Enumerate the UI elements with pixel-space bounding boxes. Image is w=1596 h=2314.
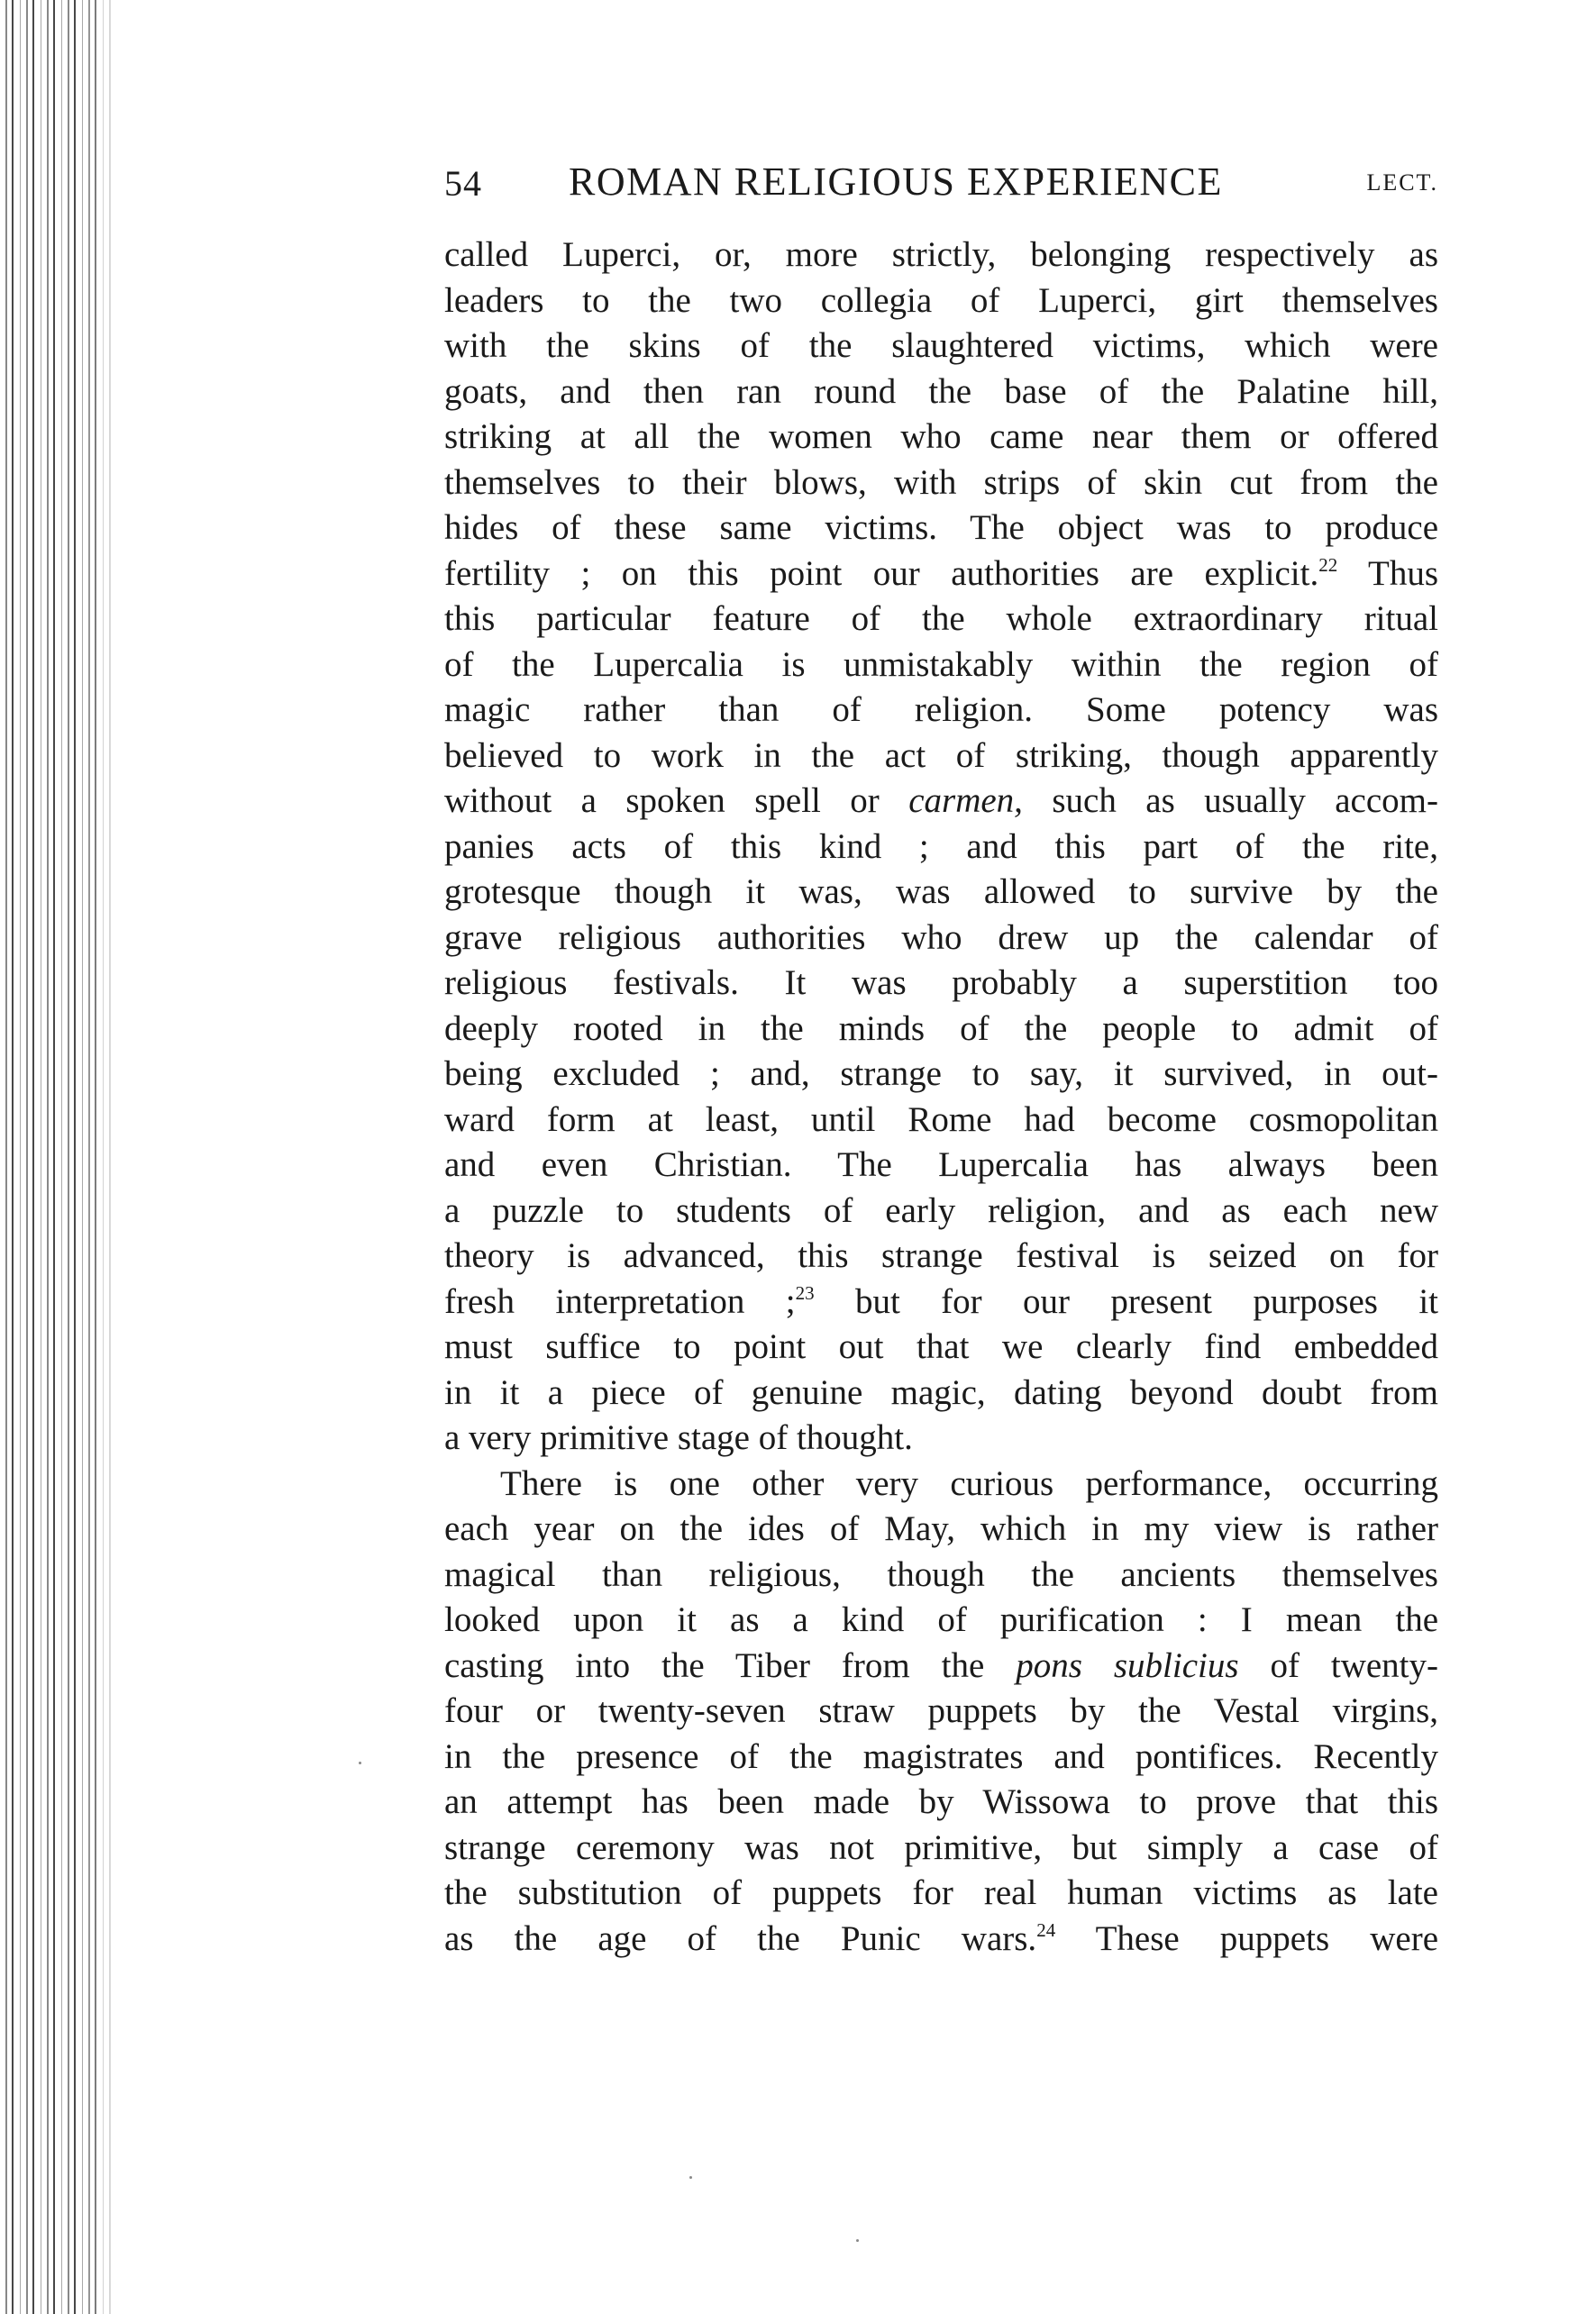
text-line: in it a piece of genuine magic, dating beyond doubt from (444, 1372, 1438, 1412)
text-line: leaders to the two collegia of Luperci, girt themselves (444, 280, 1438, 320)
text-line (444, 551, 1438, 597)
footnote-ref-24: 24 (1036, 1918, 1056, 1941)
scan-speck (689, 2176, 692, 2179)
text-segment: such as usually accom- (1052, 781, 1438, 820)
text-segment: casting into the Tiber from the (444, 1645, 985, 1685)
text-segment: fertility ; on this point our authorities are explicit. (444, 553, 1319, 593)
text-line: grave religious authorities who drew up the calendar of (444, 917, 1438, 957)
text-segment: These puppets were (1095, 1918, 1438, 1958)
page-number: 54 (444, 163, 482, 204)
running-title: ROMAN RELIGIOUS EXPERIENCE (569, 159, 1223, 204)
text-line: four or twenty-seven straw puppets by the Vestal virgins, (444, 1691, 1438, 1730)
text-line (444, 779, 1438, 824)
text-line: striking at all the women who came near them or offered (444, 417, 1438, 456)
body-text (444, 232, 1438, 1962)
text-line: must suffice to point out that we clearly find embedded (444, 1327, 1438, 1366)
text-segment: Thus (1368, 553, 1438, 593)
text-line: strange ceremony was not primitive, but simply a case of (444, 1827, 1438, 1867)
lecture-mark: LECT. (1366, 169, 1438, 196)
binding-shadow (0, 0, 122, 2314)
scan-speck (856, 2239, 859, 2242)
italic-term-carmen: carmen, (908, 781, 1023, 820)
text-line: looked upon it as a kind of purification : I mean the (444, 1600, 1438, 1639)
text-line: a puzzle to students of early religion, and as each new (444, 1190, 1438, 1230)
page-header (444, 153, 1438, 216)
text-line (444, 1917, 1438, 1963)
text-line: theory is advanced, this strange festival is seized on for (444, 1236, 1438, 1275)
text-line: of the Lupercalia is unmistakably within the region of (444, 644, 1438, 684)
text-line: hides of these same victims. The object was to produce (444, 508, 1438, 547)
text-line: the substitution of puppets for real human victims as late (444, 1873, 1438, 1912)
footnote-ref-22: 22 (1318, 553, 1338, 576)
scan-speck (359, 1762, 361, 1764)
text-line: magic rather than of religion. Some potency was (444, 690, 1438, 729)
footnote-ref-23: 23 (795, 1281, 815, 1304)
text-segment: but for our present purposes it (854, 1281, 1438, 1321)
text-line: each year on the ides of May, which in my view is rather (444, 1509, 1438, 1548)
text-segment: without a spoken spell or (444, 781, 880, 820)
text-line: deeply rooted in the minds of the people to admit of (444, 1008, 1438, 1048)
text-line: magical than religious, though the ancients themselves (444, 1554, 1438, 1594)
text-segment: as the age of the Punic wars. (444, 1918, 1037, 1958)
text-line: an attempt has been made by Wissowa to prove that this (444, 1782, 1438, 1821)
text-line (444, 1644, 1438, 1690)
text-line: with the skins of the slaughtered victims, which were (444, 326, 1438, 365)
text-line: believed to work in the act of striking, though apparently (444, 735, 1438, 775)
text-line: a very primitive stage of thought. (444, 1418, 913, 1457)
text-line: There is one other very curious performance, occurring (500, 1463, 1438, 1503)
text-line: grotesque though it was, was allowed to survive by the (444, 872, 1438, 911)
text-line: themselves to their blows, with strips of skin cut from the (444, 462, 1438, 502)
text-line: ward form at least, until Rome had become cosmopolitan (444, 1099, 1438, 1139)
text-line: being excluded ; and, strange to say, it survived, in out- (444, 1054, 1438, 1093)
text-line: called Luperci, or, more strictly, belonging respectively as (444, 235, 1438, 274)
text-line: and even Christian. The Lupercalia has always been (444, 1145, 1438, 1184)
text-segment: of twenty- (1270, 1645, 1438, 1685)
italic-term-pons-sublicius: pons sublicius (1016, 1645, 1239, 1685)
text-segment: fresh interpretation ; (444, 1281, 796, 1321)
text-line: this particular feature of the whole extraordinary ritual (444, 599, 1438, 638)
text-line: panies acts of this kind ; and this part of the rite, (444, 826, 1438, 866)
text-line: religious festivals. It was probably a superstition too (444, 963, 1438, 1002)
text-line: goats, and then ran round the base of the Palatine hill, (444, 371, 1438, 411)
text-line: in the presence of the magistrates and pontifices. Recently (444, 1736, 1438, 1776)
text-line (444, 1280, 1438, 1326)
